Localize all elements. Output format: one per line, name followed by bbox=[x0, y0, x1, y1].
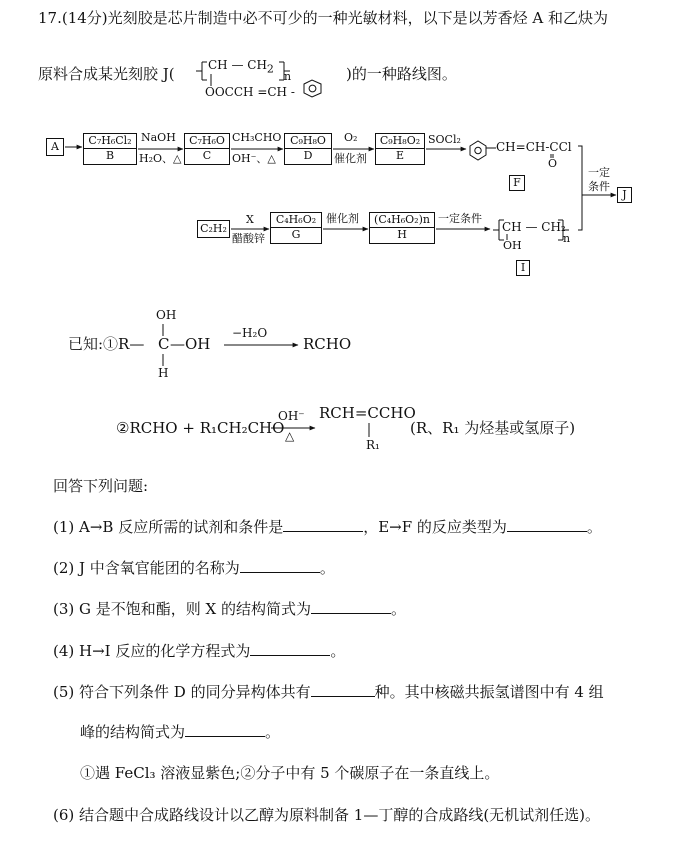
c2h2-box: C₂H₂ bbox=[197, 220, 230, 238]
question-points: (14分) bbox=[61, 9, 108, 27]
known-arrow-label: −H₂O bbox=[232, 326, 268, 340]
row2-arrow1-reagent: X bbox=[246, 213, 254, 226]
compound-i-oh: OH bbox=[503, 239, 522, 252]
question-intro-1: 光刻胶是芯片制造中必不可少的一种光敏材料，以下是以芳香烃 A 和乙炔为 bbox=[107, 9, 609, 27]
q6: (6) 结合题中合成路线设计以乙醇为原料制备 1—丁醇的合成路线(无机试剂任选)。 bbox=[53, 806, 601, 824]
compound-h-box: (C₄H₆O₂)n H bbox=[369, 212, 435, 244]
compound-f-oxygen: O bbox=[548, 157, 558, 170]
q1: (1) A→B 反应所需的试剂和条件是 ，E→F 的反应类型为 。 bbox=[53, 518, 602, 536]
reaction2-heat: △ bbox=[285, 429, 295, 443]
q5-line-1: (5) 符合下列条件 D 的同分异构体共有 种。其中核磁共振氢谱图中有 4 组 bbox=[53, 683, 604, 701]
q5-conditions: ①遇 FeCl₃ 溶液显紫色;②分子中有 5 个碳原子在一条直线上。 bbox=[80, 764, 500, 782]
row2-arrow3-reagent: 一定条件 bbox=[438, 212, 482, 225]
row2-arrow1-condition: 醋酸锌 bbox=[232, 232, 265, 245]
reaction2-catalyst: OH⁻ bbox=[278, 409, 305, 423]
f-benzene-ring bbox=[470, 141, 486, 160]
reaction2-product: RCH=CCHO bbox=[319, 404, 416, 422]
known-oh-right: —OH bbox=[170, 335, 211, 353]
question-intro-2a: 原料合成某光刻胶 J( bbox=[38, 65, 175, 83]
j-polymer-n: n bbox=[284, 70, 292, 83]
compound-i-n: n bbox=[563, 232, 571, 245]
arrow2-reagent: CH₃CHO bbox=[232, 131, 282, 144]
compound-i-structure: CH — CH₂ bbox=[502, 220, 566, 234]
compound-a-box: A bbox=[46, 138, 64, 156]
j-benzene-ring bbox=[304, 80, 321, 97]
q4: (4) H→I 反应的化学方程式为 。 bbox=[53, 642, 346, 660]
arrow3-condition: 催化剂 bbox=[334, 152, 367, 165]
row2-arrow2-reagent: 催化剂 bbox=[326, 212, 359, 225]
compound-f-label: F bbox=[509, 175, 525, 191]
j-polymer-top: CH — $CH_2$ bbox=[208, 58, 274, 76]
merge-bracket bbox=[578, 146, 582, 230]
known-prefix: 已知:①R— bbox=[68, 335, 145, 353]
compound-b-box: C₇H₆Cl₂ B bbox=[83, 133, 137, 165]
known-product: RCHO bbox=[303, 335, 352, 353]
arrow3-reagent: O₂ bbox=[344, 131, 358, 144]
compound-f-structure: CH=CH-CCl bbox=[496, 140, 572, 154]
j-bracket-left bbox=[202, 62, 207, 80]
known-carbon: C bbox=[158, 335, 170, 353]
i-bracket-right bbox=[558, 220, 563, 240]
j-bracket-right bbox=[279, 62, 284, 80]
j-polymer-bottom: OOCCH =CH - bbox=[205, 85, 295, 99]
arrow1-reagent: NaOH bbox=[141, 131, 176, 144]
compound-j-box: J bbox=[617, 187, 632, 203]
compound-e-box: C₉H₈O₂ E bbox=[375, 133, 425, 165]
compound-g-box: C₄H₆O₂ G bbox=[270, 212, 322, 244]
reaction2-left: ②RCHO + R₁CH₂CHO bbox=[116, 419, 285, 437]
compound-i-label: I bbox=[516, 260, 530, 276]
reaction2-note: (R、R₁ 为烃基或氢原子) bbox=[410, 419, 576, 437]
question-intro-2b: )的一种路线图。 bbox=[346, 65, 457, 83]
arrow2-condition: OH⁻、△ bbox=[232, 152, 276, 165]
arrow4-reagent: SOCl₂ bbox=[428, 133, 461, 146]
merge-condition-bottom: 条件 bbox=[588, 180, 610, 193]
i-bracket-left bbox=[499, 220, 504, 240]
reaction2-r1: R₁ bbox=[366, 438, 380, 452]
known-oh-top: OH bbox=[156, 308, 177, 322]
compound-d-box: C₉H₈O D bbox=[284, 133, 332, 165]
known-h-bottom: H bbox=[158, 366, 169, 380]
q5-line-2: 峰的结构简式为 。 bbox=[80, 723, 281, 741]
q2: (2) J 中含氧官能团的名称为 。 bbox=[53, 559, 335, 577]
answer-intro: 回答下列问题: bbox=[53, 477, 149, 495]
merge-condition-top: 一定 bbox=[588, 166, 610, 179]
arrow1-condition: H₂O、△ bbox=[139, 152, 182, 165]
q3: (3) G 是不饱和酯，则 X 的结构简式为 。 bbox=[53, 600, 406, 618]
question-number: 17. bbox=[38, 9, 62, 27]
compound-c-box: C₇H₆O C bbox=[184, 133, 230, 165]
